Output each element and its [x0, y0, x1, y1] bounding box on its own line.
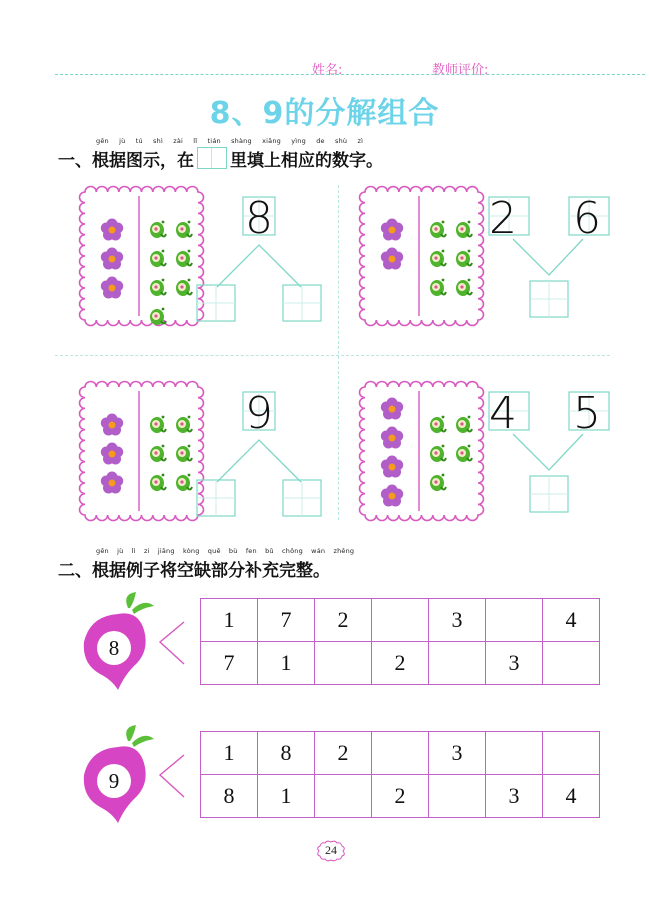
section2-instruction	[58, 556, 330, 581]
table-cell: 2	[372, 642, 429, 685]
branch-lines	[217, 245, 301, 287]
section1-number: 一、	[58, 151, 92, 171]
total-number: 8	[108, 636, 120, 660]
part-digit: 6	[573, 193, 601, 244]
answer-cell[interactable]	[315, 775, 372, 818]
answer-cell[interactable]	[486, 599, 543, 642]
radish-icon	[78, 723, 198, 823]
table-cell: 1	[201, 732, 258, 775]
answer-cell[interactable]	[543, 642, 600, 685]
total-digit: 8	[245, 193, 273, 244]
teacher-evaluation-label: 教师评价:	[432, 63, 489, 78]
branch-lines	[513, 434, 583, 470]
table-cell: 3	[486, 775, 543, 818]
total-number: 9	[108, 769, 120, 793]
answer-cell[interactable]	[486, 732, 543, 775]
section2-pinyin: gēn jù lì zi jiāng kòng quē bù fen bǔ chōng wán zhěng	[96, 547, 355, 555]
table-cell: 3	[429, 732, 486, 775]
table-cell: 2	[315, 599, 372, 642]
name-label: 姓名:	[312, 63, 343, 78]
table-row	[201, 732, 600, 775]
answer-cell[interactable]	[372, 599, 429, 642]
page-title: 8、9的分解组合	[209, 96, 440, 131]
answer-cell[interactable]	[372, 732, 429, 775]
answer-cell[interactable]	[315, 642, 372, 685]
table-cell: 1	[201, 599, 258, 642]
table-cell: 1	[258, 642, 315, 685]
table-cell: 1	[258, 775, 315, 818]
section1-text-before: 根据图示，在	[92, 151, 194, 171]
branch-lines	[513, 239, 583, 275]
table-cell: 3	[486, 642, 543, 685]
table-cell: 2	[372, 775, 429, 818]
branch-lines	[217, 440, 301, 482]
table-cell: 8	[258, 732, 315, 775]
table-cell: 7	[201, 642, 258, 685]
table-cell: 4	[543, 599, 600, 642]
table-row	[201, 642, 600, 685]
table-cell: 3	[429, 599, 486, 642]
decomposition-table	[200, 731, 600, 818]
section2-text: 根据例子将空缺部分补充完整。	[92, 561, 330, 581]
section1-pinyin: gēn jù tú shì zài lǐ tián shàng xiāng yìng de shù zì	[96, 137, 364, 145]
page-number: 24	[325, 843, 337, 857]
table-cell: 2	[315, 732, 372, 775]
decomposition-table	[200, 598, 600, 685]
table-cell: 4	[543, 775, 600, 818]
table-row	[201, 775, 600, 818]
table-row	[201, 599, 600, 642]
total-digit: 9	[245, 388, 273, 439]
part-digit: 5	[573, 388, 601, 439]
answer-cell[interactable]	[429, 775, 486, 818]
section1-text-after: 里填上相应的数字。	[230, 151, 383, 171]
part-digit: 4	[489, 388, 517, 439]
answer-cell[interactable]	[543, 732, 600, 775]
table-cell: 7	[258, 599, 315, 642]
table-cell: 8	[201, 775, 258, 818]
part-digit: 2	[489, 193, 517, 244]
radish-icon	[78, 590, 198, 690]
section2-number: 二、	[58, 561, 92, 581]
answer-cell[interactable]	[429, 642, 486, 685]
